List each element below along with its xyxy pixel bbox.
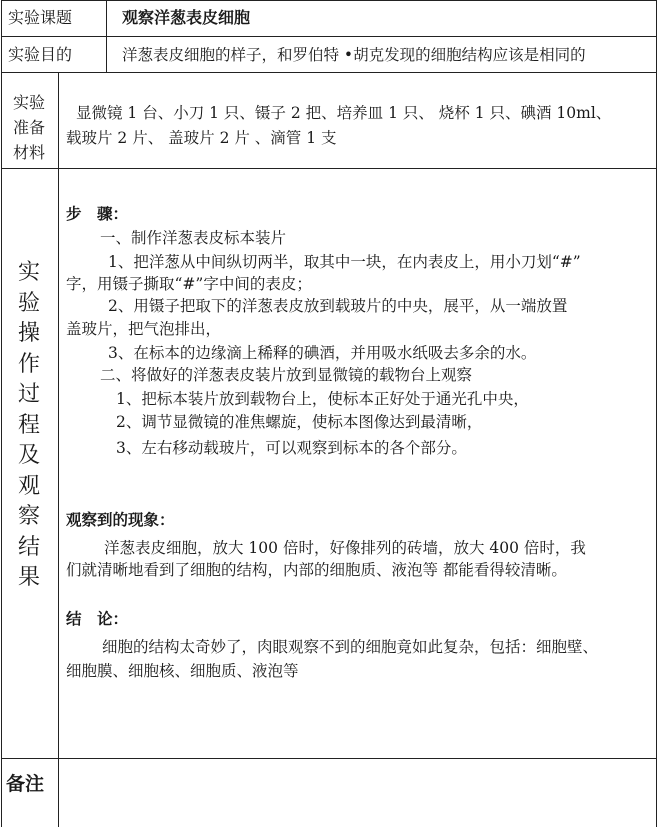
process-label-char: 实 [17, 260, 40, 285]
materials-label [0, 90, 58, 165]
process-label-char: 过 [17, 382, 40, 407]
topic-label: 实验课题 [8, 8, 73, 27]
part2-step3: 3、左右移动载玻片，可以观察到标本的各个部分。 [116, 439, 467, 457]
process-label-char: 察 [17, 504, 40, 529]
remarks-label: 备注 [6, 773, 45, 795]
part1-title: 一、制作洋葱表皮标本装片 [100, 229, 287, 247]
conclusion-heading: 结 论： [66, 609, 129, 628]
part2-step1: 1、把标本装片放到载物台上，使标本正好处于通光孔中央， [116, 390, 529, 408]
process-label-char: 及 [17, 443, 40, 468]
observation-heading: 观察到的现象： [66, 510, 175, 529]
part2-step2: 2、调节显微镜的准焦螺旋，使标本图像达到最清晰， [116, 413, 483, 431]
materials-line-1: 显微镜 1 台、小刀 1 只、镊子 2 把、培养皿 1 只、 烧杯 1 只、碘酒 10ml、 [76, 104, 612, 122]
conclusion-line2: 细胞膜、细胞核、细胞质、液泡等 [66, 662, 299, 680]
conclusion-line1: 细胞的结构太奇妙了，肉眼观察不到的细胞竟如此复杂，包括：细胞壁、 [102, 638, 599, 656]
label-column-divider [58, 72, 59, 827]
materials-label-line: 准备 [12, 118, 45, 137]
part2-title: 二、将做好的洋葱表皮装片放到显微镜的载物台上观察 [100, 366, 473, 384]
purpose-label: 实验目的 [8, 45, 73, 64]
row-divider-top [1, 0, 657, 1]
part1-step3: 3、在标本的边缘滴上稀释的碘酒，并用吸水纸吸去多余的水。 [108, 344, 537, 362]
observation-line1: 洋葱表皮细胞，放大 100 倍时，好像排列的砖墙，放大 400 倍时，我 [104, 539, 586, 557]
row-divider-2 [1, 72, 657, 73]
process-label-char: 观 [17, 473, 40, 499]
process-label-char: 果 [17, 565, 40, 590]
process-label-char: 作 [17, 351, 40, 377]
row-divider-1 [1, 36, 657, 37]
topic-value: 观察洋葱表皮细胞 [122, 8, 251, 27]
steps-heading: 步 骤： [66, 204, 129, 223]
process-label [0, 258, 58, 594]
part1-step2-line2: 盖玻片，把气泡排出， [66, 320, 222, 338]
part1-step1-line2: 字，用镊子撕取“#”字中间的表皮； [66, 275, 312, 293]
part1-step2-line1: 2、用镊子把取下的洋葱表皮放到载玻片的中央，展平，从一端放置 [108, 297, 568, 315]
process-label-char: 验 [17, 290, 40, 316]
process-label-char: 程 [17, 412, 40, 438]
process-label-char: 操 [17, 321, 40, 346]
materials-label-line: 材料 [12, 143, 45, 162]
part1-step1-line1: 1、把洋葱从中间纵切两半，取其中一块，在内表皮上，用小刀划“#” [108, 253, 581, 271]
process-label-char: 结 [17, 534, 40, 560]
row-divider-3 [1, 168, 657, 169]
materials-label-line: 实验 [12, 93, 45, 112]
materials-line-2: 载玻片 2 片、 盖玻片 2 片 、滴管 1 支 [66, 129, 337, 147]
purpose-value: 洋葱表皮细胞的样子，和罗伯特 •胡克发现的细胞结构应该是相同的 [122, 46, 586, 64]
observation-line2: 们就清晰地看到了细胞的结构，内部的细胞质、液泡等 都能看得较清晰。 [66, 561, 567, 579]
row-divider-4 [1, 758, 657, 759]
